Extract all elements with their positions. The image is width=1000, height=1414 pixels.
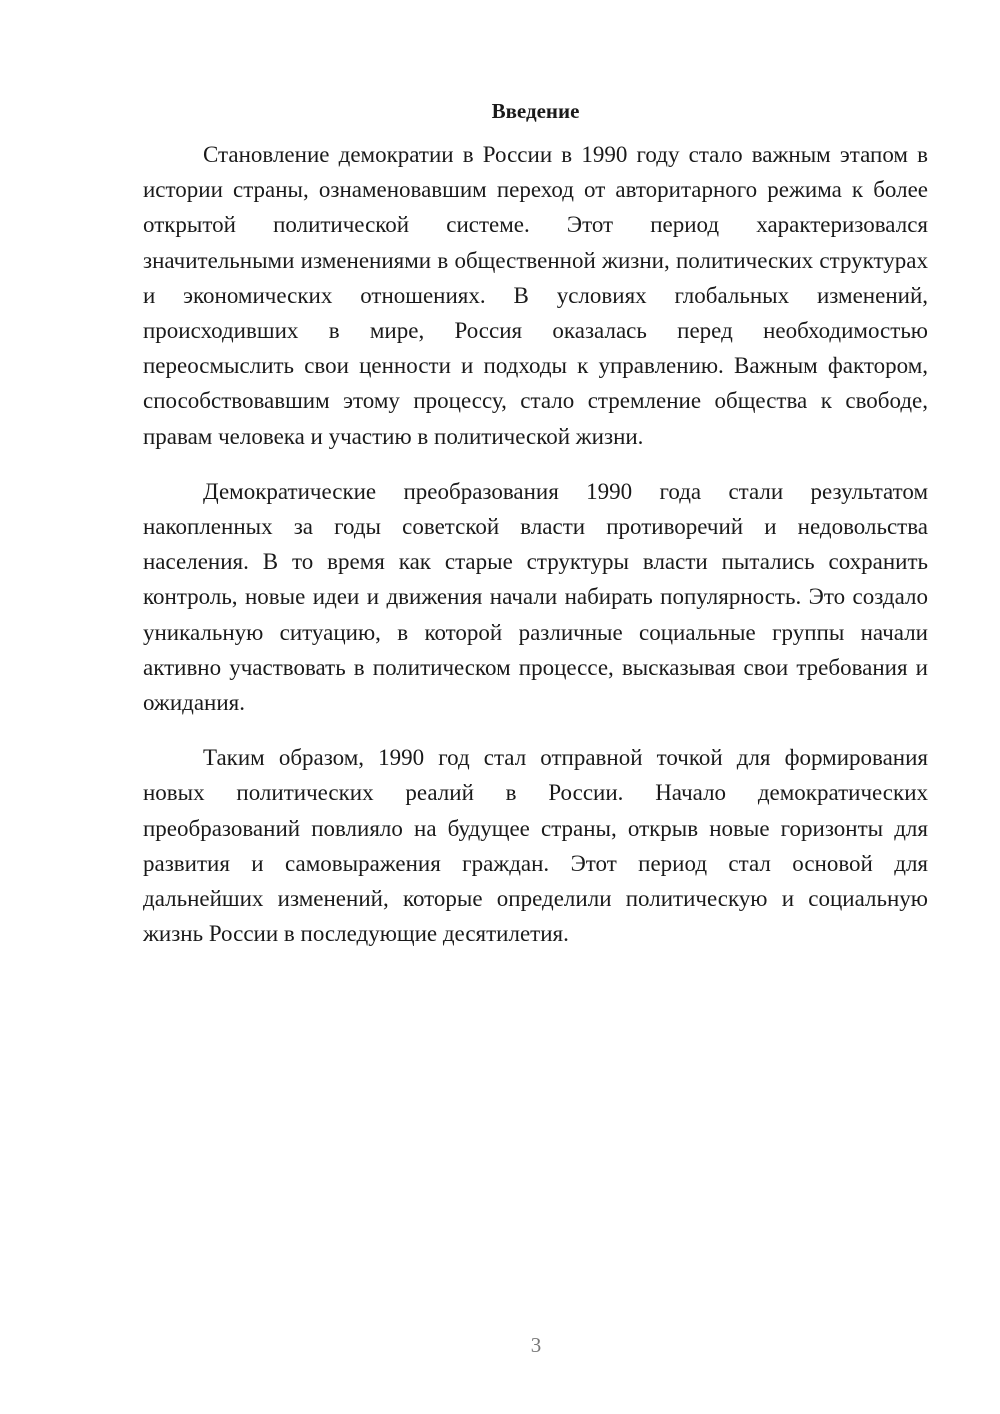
document-title: Введение (491, 99, 580, 123)
paragraph-2: Демократические преобразования 1990 года стали результатом накопленных за годы советской власти противоречий и недовольства населения. В то время как старые структуры власти пытались сохранить контроль, новые идеи и движения начали набирать популярность. Это создало уникальную ситуацию, в которой различные социальные группы начали активно участвовать в политическом процессе, высказывая свои требования и ожидания. (143, 478, 928, 716)
paragraph-3: Таким образом, 1990 год стал отправной точкой для формирования новых политических реалий в России. Начало демократических преобразований повлияло на будущее страны, открыв новые горизонты для развития и самовыражения граждан. Этот период стал основой для дальнейших изменений, которые определили политическую и социальную жизнь России в последующие десятилетия. (143, 745, 928, 947)
document-body (143, 96, 928, 971)
page-number: 3 (530, 1333, 542, 1357)
paragraph-1: Становление демократии в России в 1990 году стало важным этапом в истории страны, ознаменовавшим переход от авторитарного режима к более открытой политической системе. Этот период характеризовался значительными изменениями в общественной жизни, политических структурах и экономических отношениях. В условиях глобальных изменений, происходивших в мире, Россия оказалась перед необходимостью переосмыслить свои ценности и подходы к управлению. Важным фактором, способствовавшим этому процессу, стало стремление общества к свободе, правам человека и участию в политической жизни. (143, 142, 928, 449)
